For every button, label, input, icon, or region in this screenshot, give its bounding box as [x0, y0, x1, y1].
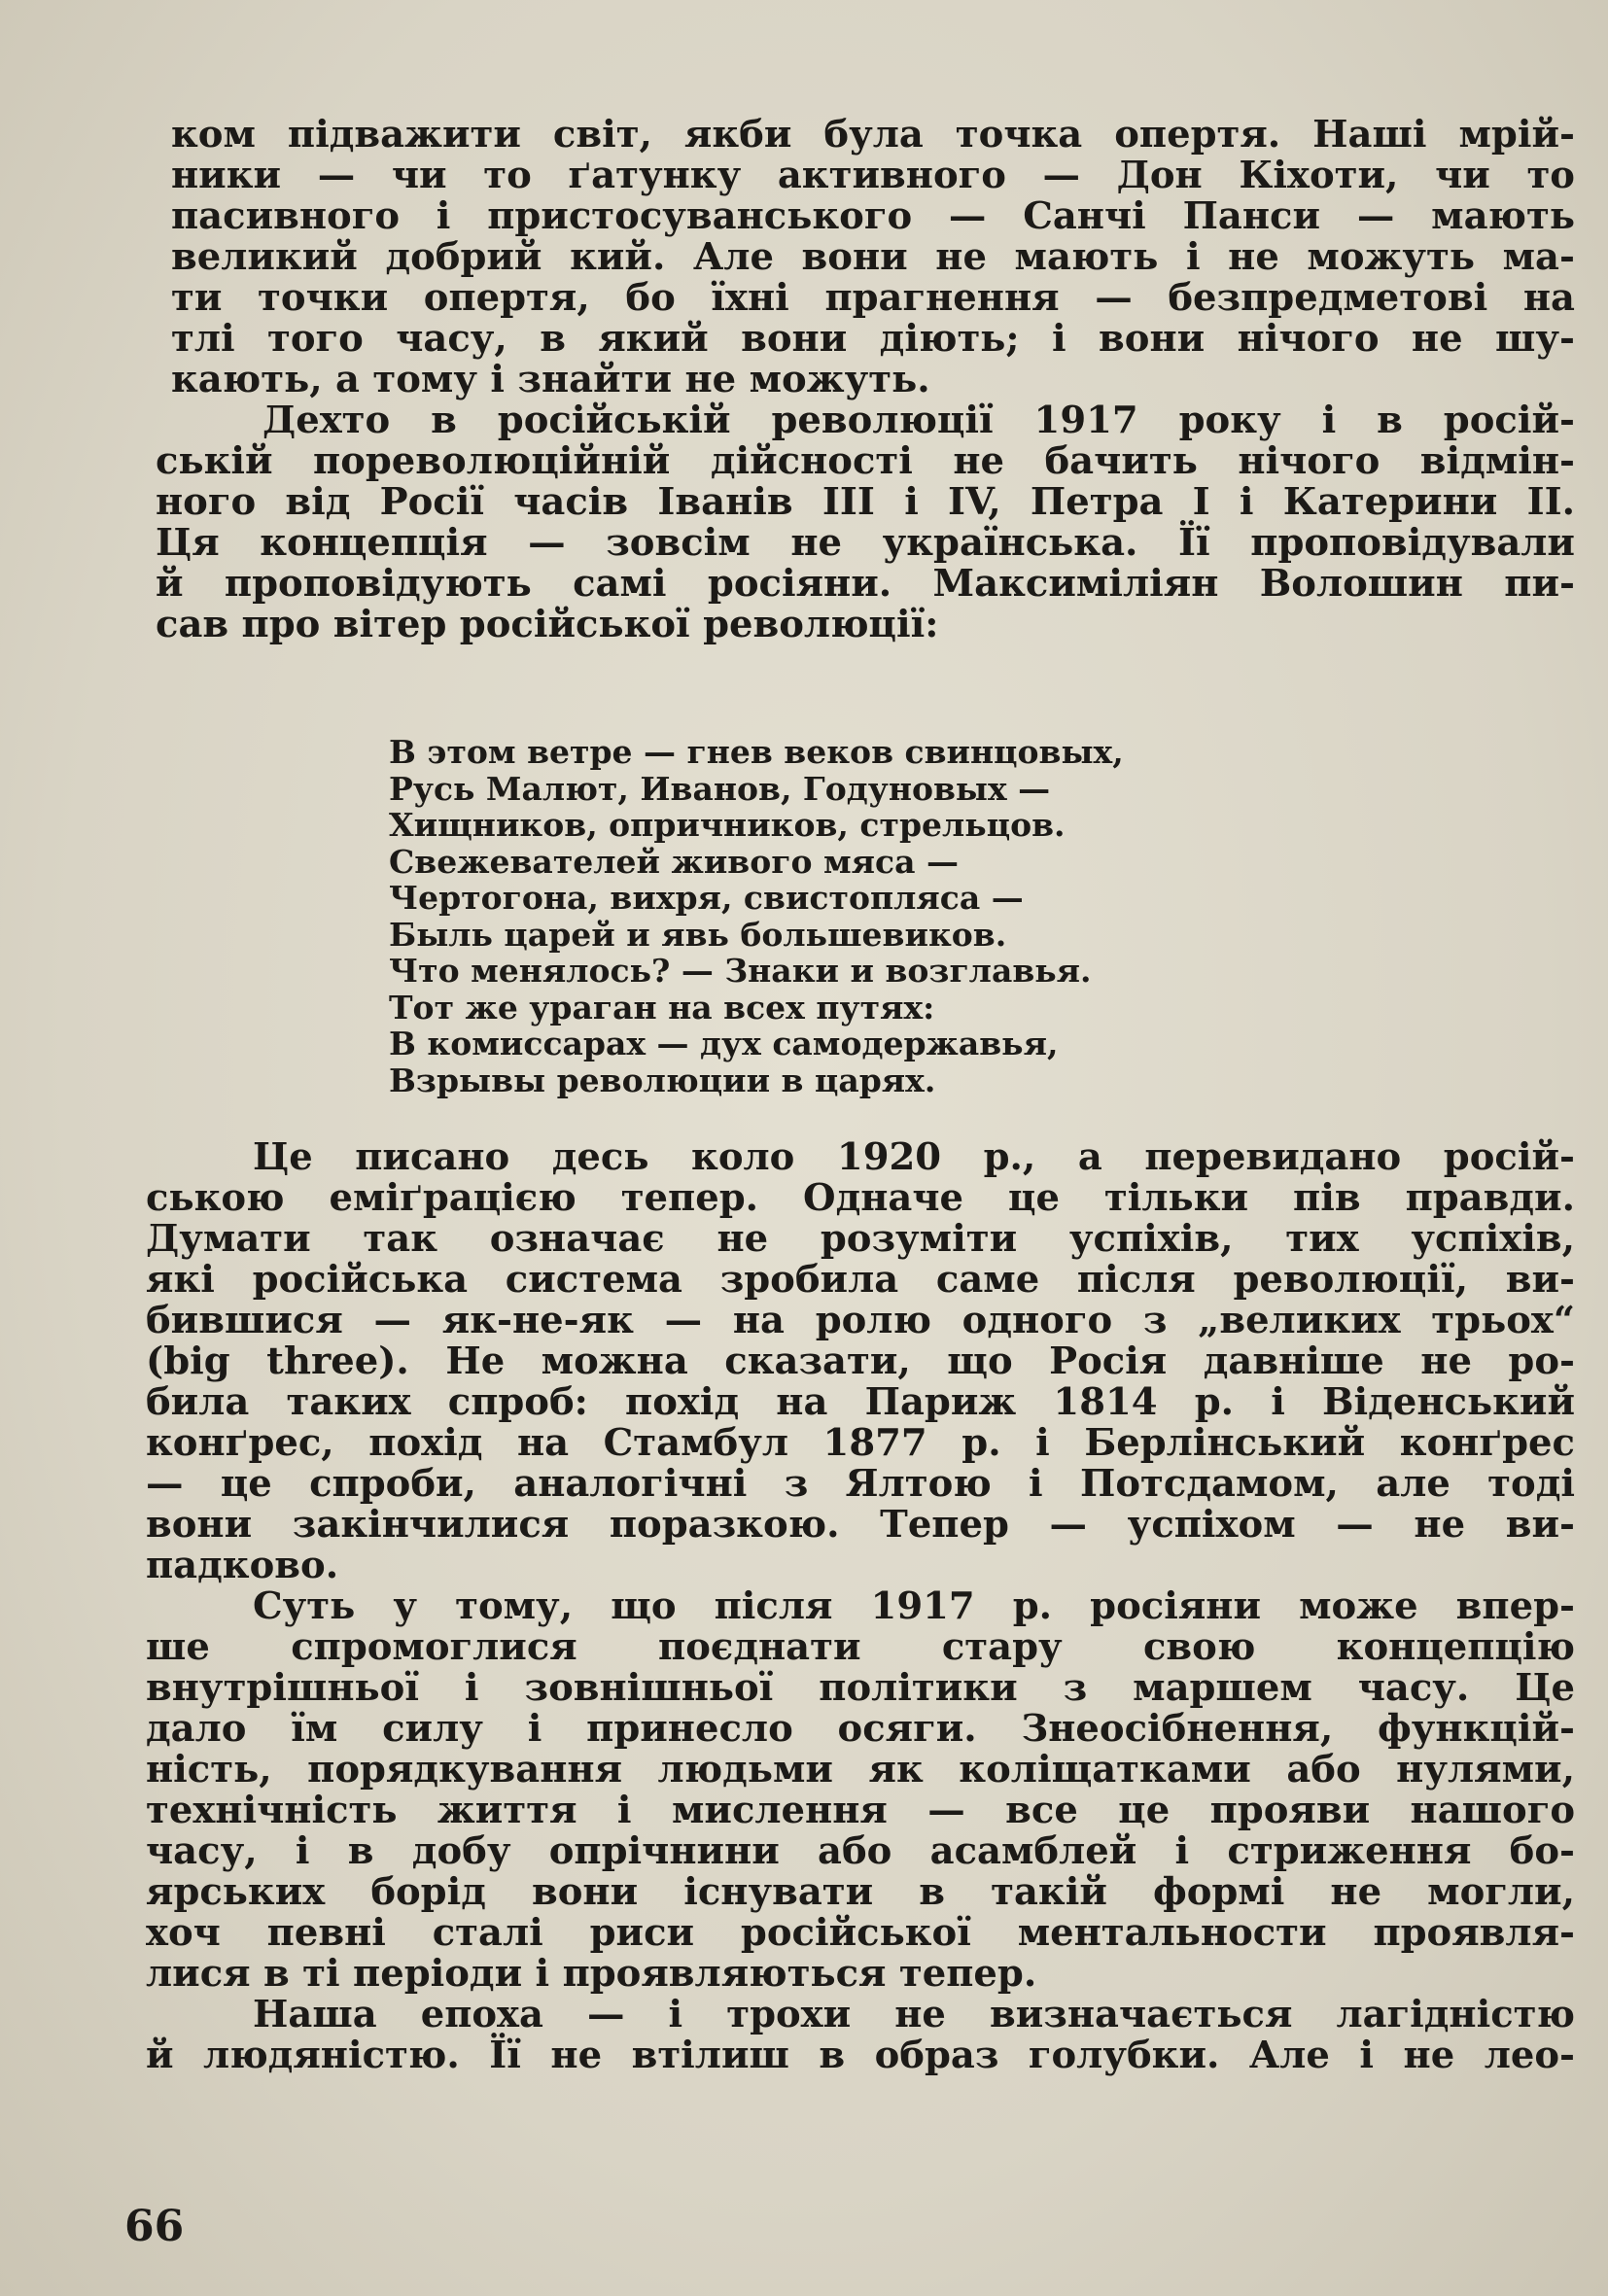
text-line: ники — чи то ґатунку активного — Дон Кіхоти, чи то	[171, 154, 1575, 197]
text-line: ність, порядкування людьми як коліщатками або нулями,	[146, 1748, 1575, 1792]
text-line: лися в ті періоди і проявляються тепер.	[146, 1952, 1037, 1996]
text-line: часу, і в добу опрічнини або асамблей і стриження бо-	[146, 1829, 1575, 1873]
paragraph-3	[146, 1137, 1575, 1586]
text-line: кають, а тому і знайти не можуть.	[171, 358, 930, 401]
text-line: тлі того часу, в який вони діють; і вони нічого не шу-	[171, 317, 1575, 361]
text-line: й людяністю. Її не втілиш в образ голубки. Але і не лео-	[146, 2034, 1575, 2077]
text-line: внутрішньої і зовнішньої політики з маршем часу. Це	[146, 1666, 1575, 1710]
poem-line: Быль царей и явь большевиков.	[389, 915, 1007, 954]
text-line: ською еміґрацією тепер. Одначе це тільки пів правди.	[146, 1176, 1575, 1220]
text-line: падково.	[146, 1544, 339, 1587]
text-line: Наша епоха — і трохи не визначається лагідністю	[253, 1993, 1575, 2036]
text-line: ком підважити світ, якби була точка опертя. Наші мрій-	[171, 113, 1575, 157]
text-line: сав про вітер російської революції:	[156, 603, 939, 646]
text-line: й проповідують самі росіяни. Максиміліян Волошин пи-	[156, 562, 1575, 606]
text-block-top	[156, 115, 1575, 645]
text-line: ярських борід вони існувати в такій формі не могли,	[146, 1870, 1575, 1914]
text-line: Суть у тому, що після 1917 р. росіяни може впер-	[253, 1584, 1575, 1628]
text-line: дало їм силу і принесло осяги. Знеосібнення, функцій-	[146, 1707, 1575, 1751]
poem-line: Чертогона, вихря, свистопляса —	[389, 879, 1024, 917]
paragraph-4	[146, 1586, 1575, 1995]
text-block-bottom	[146, 1137, 1575, 2076]
page-number: 66	[124, 2202, 185, 2251]
poem-quote	[389, 734, 1124, 1098]
text-line: Це писано десь коло 1920 р., а перевидано росій-	[253, 1135, 1575, 1179]
text-line: Думати так означає не розуміти успіхів, тих успіхів,	[146, 1217, 1575, 1261]
text-line: ти точки опертя, бо їхні прагнення — безпредметові на	[171, 276, 1575, 320]
poem-line: Русь Малют, Иванов, Годуновых —	[389, 769, 1051, 808]
poem-line: Свежевателей живого мяса —	[389, 842, 959, 881]
text-line: конґрес, похід на Стамбул 1877 р. і Берлінський конґрес	[146, 1421, 1575, 1465]
text-line: — це спроби, аналогічні з Ялтою і Потсдамом, але тоді	[146, 1462, 1575, 1506]
text-line: які російська система зробила саме після революції, ви-	[146, 1258, 1575, 1302]
poem-line: В этом ветре — гнев веков свинцовых,	[389, 733, 1124, 771]
poem-line: Взрывы революции в царях.	[389, 1061, 936, 1099]
text-line: Ця концепція — зовсім не українська. Її проповідували	[156, 521, 1575, 565]
text-line: ного від Росії часів Іванів III і IV, Петра I і Катерини II.	[156, 480, 1575, 524]
poem-line: Хищников, опричников, стрельцов.	[389, 806, 1066, 844]
poem-line: В комиссарах — дух самодержавья,	[389, 1025, 1059, 1062]
text-line: вони закінчилися поразкою. Тепер — успіхом — не ви-	[146, 1503, 1575, 1547]
paragraph-2	[156, 400, 1575, 645]
text-line: ше спромоглися поєднати стару свою концепцію	[146, 1625, 1575, 1669]
text-line: Дехто в російській революції 1917 року і в росій-	[262, 399, 1575, 442]
poem-line: Что менялось? — Знаки и возглавья.	[389, 952, 1092, 990]
text-line: технічність життя і мислення — все це прояви нашого	[146, 1789, 1575, 1832]
text-line: пасивного і пристосуванського — Санчі Панси — мають	[171, 194, 1575, 238]
text-line: великий добрий кий. Але вони не мають і не можуть ма-	[171, 235, 1575, 279]
paragraph-5	[146, 1995, 1575, 2076]
text-line: бившися — як-не-як — на ролю одного з „великих трьох“	[146, 1299, 1575, 1342]
text-line: (big three). Не можна сказати, що Росія давніше не ро-	[146, 1339, 1575, 1383]
text-line: хоч певні сталі риси російської ментальности проявля-	[146, 1911, 1575, 1955]
text-line: била таких спроб: похід на Париж 1814 р. і Віденський	[146, 1380, 1575, 1424]
paragraph-1	[171, 115, 1575, 400]
poem-line: Тот же ураган на всех путях:	[389, 988, 935, 1026]
text-line: ській пореволюційній дійсності не бачить нічого відмін-	[156, 439, 1575, 483]
